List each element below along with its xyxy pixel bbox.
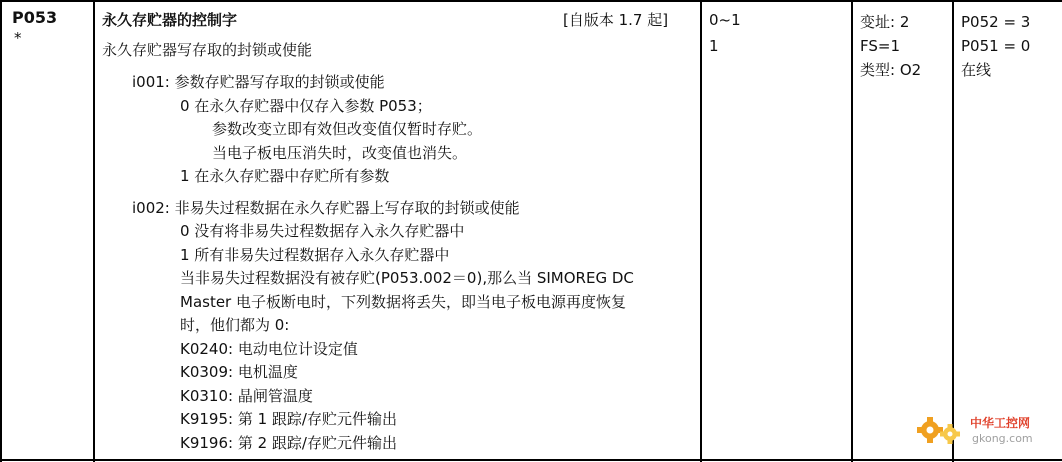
- description-line: 当非易失过程数据没有被存贮(P053.002＝0),那么当 SIMOREG DC: [180, 269, 634, 287]
- param-subtitle: 永久存贮器写存取的封锁或使能: [102, 41, 313, 59]
- param-marker: *: [14, 29, 22, 47]
- table-top-border: [0, 0, 1062, 2]
- attr-index: 变址: 2: [860, 13, 910, 31]
- column-divider: [700, 0, 702, 462]
- attr-type: 类型: O2: [860, 61, 922, 79]
- description-line: K9195: 第 1 跟踪/存贮元件输出: [180, 410, 397, 428]
- param-id: P053: [12, 8, 58, 27]
- description-line: K0309: 电机温度: [180, 363, 298, 381]
- description-line: Master 电子板断电时，下列数据将丢失，即当电子板电源再度恢复: [180, 292, 626, 311]
- range-value: 0~1: [709, 11, 741, 29]
- cond-online: 在线: [961, 61, 992, 79]
- column-divider: [851, 0, 853, 462]
- description-line: 参数改变立即有效但改变值仅暂时存贮。: [212, 120, 483, 138]
- description-line: i002: 非易失过程数据在永久存贮器上写存取的封锁或使能: [132, 198, 520, 217]
- cond-p051: P051 = 0: [961, 37, 1031, 55]
- watermark-cn: 中华工控网: [970, 416, 1031, 430]
- version-note: [自版本 1.7 起]: [563, 11, 669, 29]
- table-bottom-border: [0, 459, 1062, 461]
- description-line: 1 所有非易失过程数据存入永久存贮器中: [180, 245, 450, 264]
- param-title: 永久存贮器的控制字: [102, 11, 238, 29]
- description-line: K9196: 第 2 跟踪/存贮元件输出: [180, 433, 397, 452]
- description-line: K0310: 晶闸管温度: [180, 386, 313, 405]
- gear-icon: [912, 410, 972, 450]
- column-divider: [93, 0, 95, 462]
- description-line: 0 没有将非易失过程数据存入永久存贮器中: [180, 222, 465, 240]
- cond-p052: P052 = 3: [961, 13, 1031, 31]
- attr-fs: FS=1: [860, 37, 900, 55]
- watermark-url: gkong.com: [972, 432, 1033, 445]
- description-line: 当电子板电压消失时，改变值也消失。: [212, 143, 468, 162]
- description-line: 时，他们都为 0:: [180, 316, 290, 334]
- description-line: i001: 参数存贮器写存取的封锁或使能: [132, 73, 385, 91]
- column-divider: [952, 0, 954, 462]
- description-line: 1 在永久存贮器中存贮所有参数: [180, 167, 390, 185]
- watermark-logo: [912, 410, 1052, 450]
- description-line: 0 在永久存贮器中仅存入参数 P053；: [180, 96, 432, 115]
- description-line: K0240: 电动电位计设定值: [180, 339, 358, 358]
- table-left-border: [0, 0, 2, 462]
- range-default: 1: [709, 37, 719, 55]
